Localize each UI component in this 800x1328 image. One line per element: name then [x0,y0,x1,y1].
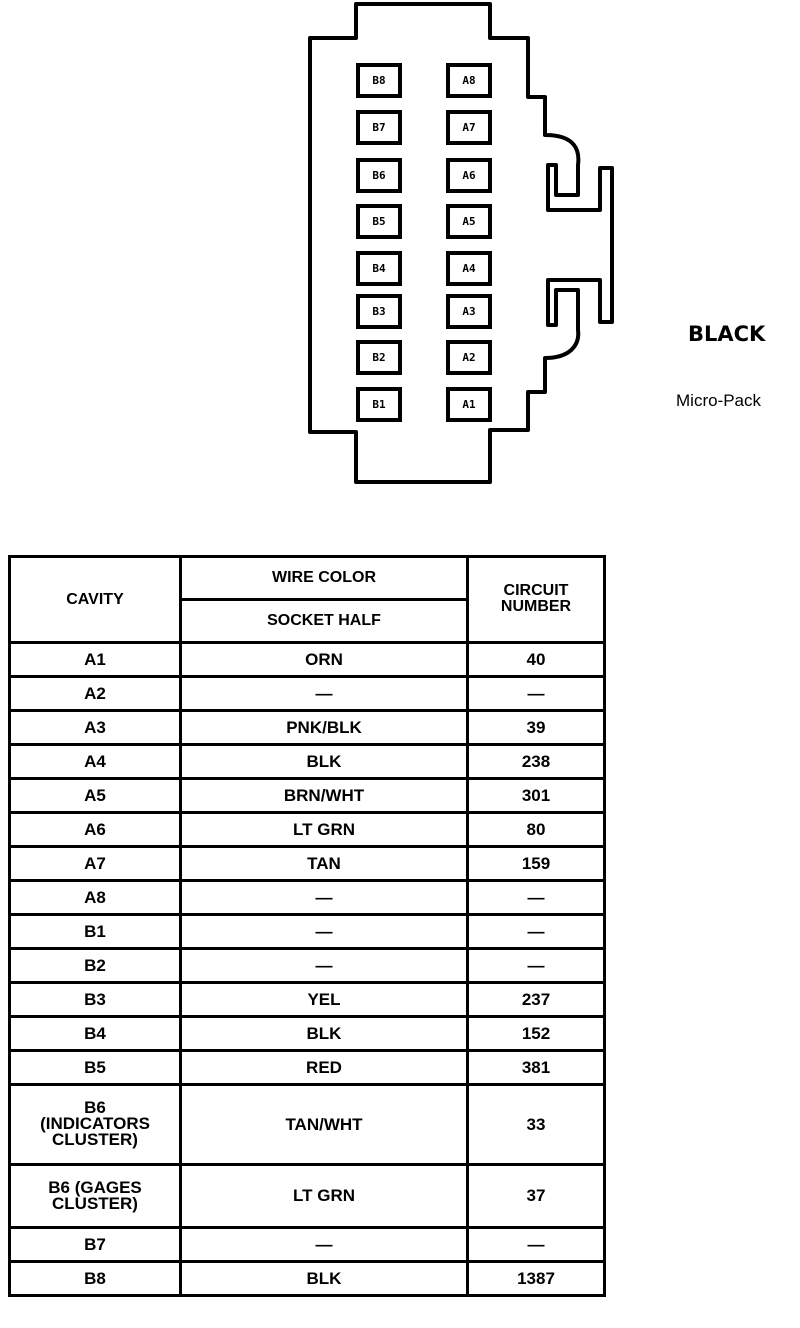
header-circuit-number-text: CIRCUIT NUMBER [500,582,572,615]
connector-type-label: Micro-Pack [676,391,762,410]
circuit-number-cell: 1387 [468,1262,605,1296]
cavity-text: B3 [84,989,106,1009]
circuit-number-cell: 238 [468,745,605,779]
cavity-text: B4 [84,1023,106,1043]
cavity-cell [10,949,181,983]
table-row [10,745,605,779]
circuit-number-cell: 37 [468,1165,605,1228]
wire-color-cell: TAN/WHT [181,1085,468,1165]
pin-label-b4: B4 [372,262,386,275]
cavity-cell [10,1085,181,1165]
cavity-text: A1 [84,649,106,669]
circuit-number-cell: 237 [468,983,605,1017]
pin-label-b5: B5 [372,215,386,228]
wire-color-cell: LT GRN [181,1165,468,1228]
cavity-cell [10,983,181,1017]
pin-label-a6: A6 [462,169,476,182]
cavity-text: B7 [84,1234,106,1254]
cavity-cell [10,677,181,711]
pin-label-b6: B6 [372,169,386,182]
pin-label-a5: A5 [462,215,476,228]
circuit-number-cell: 40 [468,643,605,677]
circuit-number-cell: 381 [468,1051,605,1085]
circuit-number-cell: 39 [468,711,605,745]
cavity-text: B2 [84,955,106,975]
cavity-cell [10,1051,181,1085]
circuit-number-cell: — [468,677,605,711]
pin-label-b7: B7 [372,121,386,134]
connector-color-label: BLACK [688,322,766,346]
wire-color-cell: LT GRN [181,813,468,847]
header-cavity: CAVITY [10,557,181,643]
table-row [10,949,605,983]
header-wire-color: WIRE COLOR [181,557,468,600]
circuit-number-cell: 80 [468,813,605,847]
pin-label-a7: A7 [462,121,476,134]
table-row [10,1017,605,1051]
table-row [10,1165,605,1228]
wire-color-cell: BLK [181,745,468,779]
circuit-number-cell: 159 [468,847,605,881]
header-circuit-number [468,557,605,643]
cavity-cell [10,1017,181,1051]
circuit-number-cell: — [468,949,605,983]
cavity-cell [10,711,181,745]
pin-label-a1: A1 [462,398,476,411]
cavity-text: A8 [84,887,106,907]
table-row [10,983,605,1017]
table-row [10,813,605,847]
cavity-cell [10,881,181,915]
pin-label-b1: B1 [372,398,386,411]
wire-color-cell: — [181,915,468,949]
cavity-text: A5 [84,785,106,805]
wire-color-cell: BLK [181,1262,468,1296]
pinout-table [8,555,606,1297]
table-row [10,779,605,813]
pin-label-b2: B2 [372,351,386,364]
connector-diagram [0,0,800,500]
wire-color-cell: TAN [181,847,468,881]
wire-color-cell: — [181,1228,468,1262]
table-row [10,881,605,915]
pin-column-b [358,65,400,420]
circuit-number-cell: — [468,1228,605,1262]
pin-label-a3: A3 [462,305,476,318]
cavity-cell [10,745,181,779]
cavity-cell [10,915,181,949]
wire-color-cell: — [181,677,468,711]
pin-label-a8: A8 [462,74,476,87]
cavity-cell [10,813,181,847]
circuit-number-cell: — [468,881,605,915]
cavity-text: B5 [84,1057,106,1077]
pin-column-a [448,65,490,420]
circuit-number-cell: 152 [468,1017,605,1051]
cavity-cell [10,1262,181,1296]
table-row [10,677,605,711]
table-row [10,1085,605,1165]
circuit-number-cell: 33 [468,1085,605,1165]
cavity-text: A6 [84,819,106,839]
cavity-text: A4 [84,751,106,771]
wire-color-cell: — [181,949,468,983]
cavity-text: B1 [84,921,106,941]
circuit-number-cell: 301 [468,779,605,813]
cavity-cell [10,1165,181,1228]
cavity-cell [10,847,181,881]
cavity-text: B8 [84,1268,106,1288]
pin-label-a4: A4 [462,262,476,275]
wire-color-cell: BRN/WHT [181,779,468,813]
table-row [10,915,605,949]
wire-color-cell: PNK/BLK [181,711,468,745]
wire-color-cell: BLK [181,1017,468,1051]
table-row [10,1228,605,1262]
table-row [10,643,605,677]
cavity-text: B6 (INDICATORS CLUSTER) [40,1098,150,1149]
wire-color-cell: ORN [181,643,468,677]
pin-label-a2: A2 [462,351,476,364]
cavity-text: A3 [84,717,106,737]
wire-color-cell: RED [181,1051,468,1085]
cavity-text: A2 [84,683,106,703]
cavity-cell [10,643,181,677]
circuit-number-cell: — [468,915,605,949]
cavity-cell [10,779,181,813]
header-socket-half: SOCKET HALF [181,600,468,643]
wire-color-cell: — [181,881,468,915]
pin-label-b8: B8 [372,74,386,87]
table-row [10,847,605,881]
cavity-cell [10,1228,181,1262]
table-row [10,1051,605,1085]
table-row [10,1262,605,1296]
table-row [10,711,605,745]
pin-label-b3: B3 [372,305,386,318]
wire-color-cell: YEL [181,983,468,1017]
cavity-text: A7 [84,853,106,873]
cavity-text: B6 (GAGES CLUSTER) [48,1177,142,1213]
